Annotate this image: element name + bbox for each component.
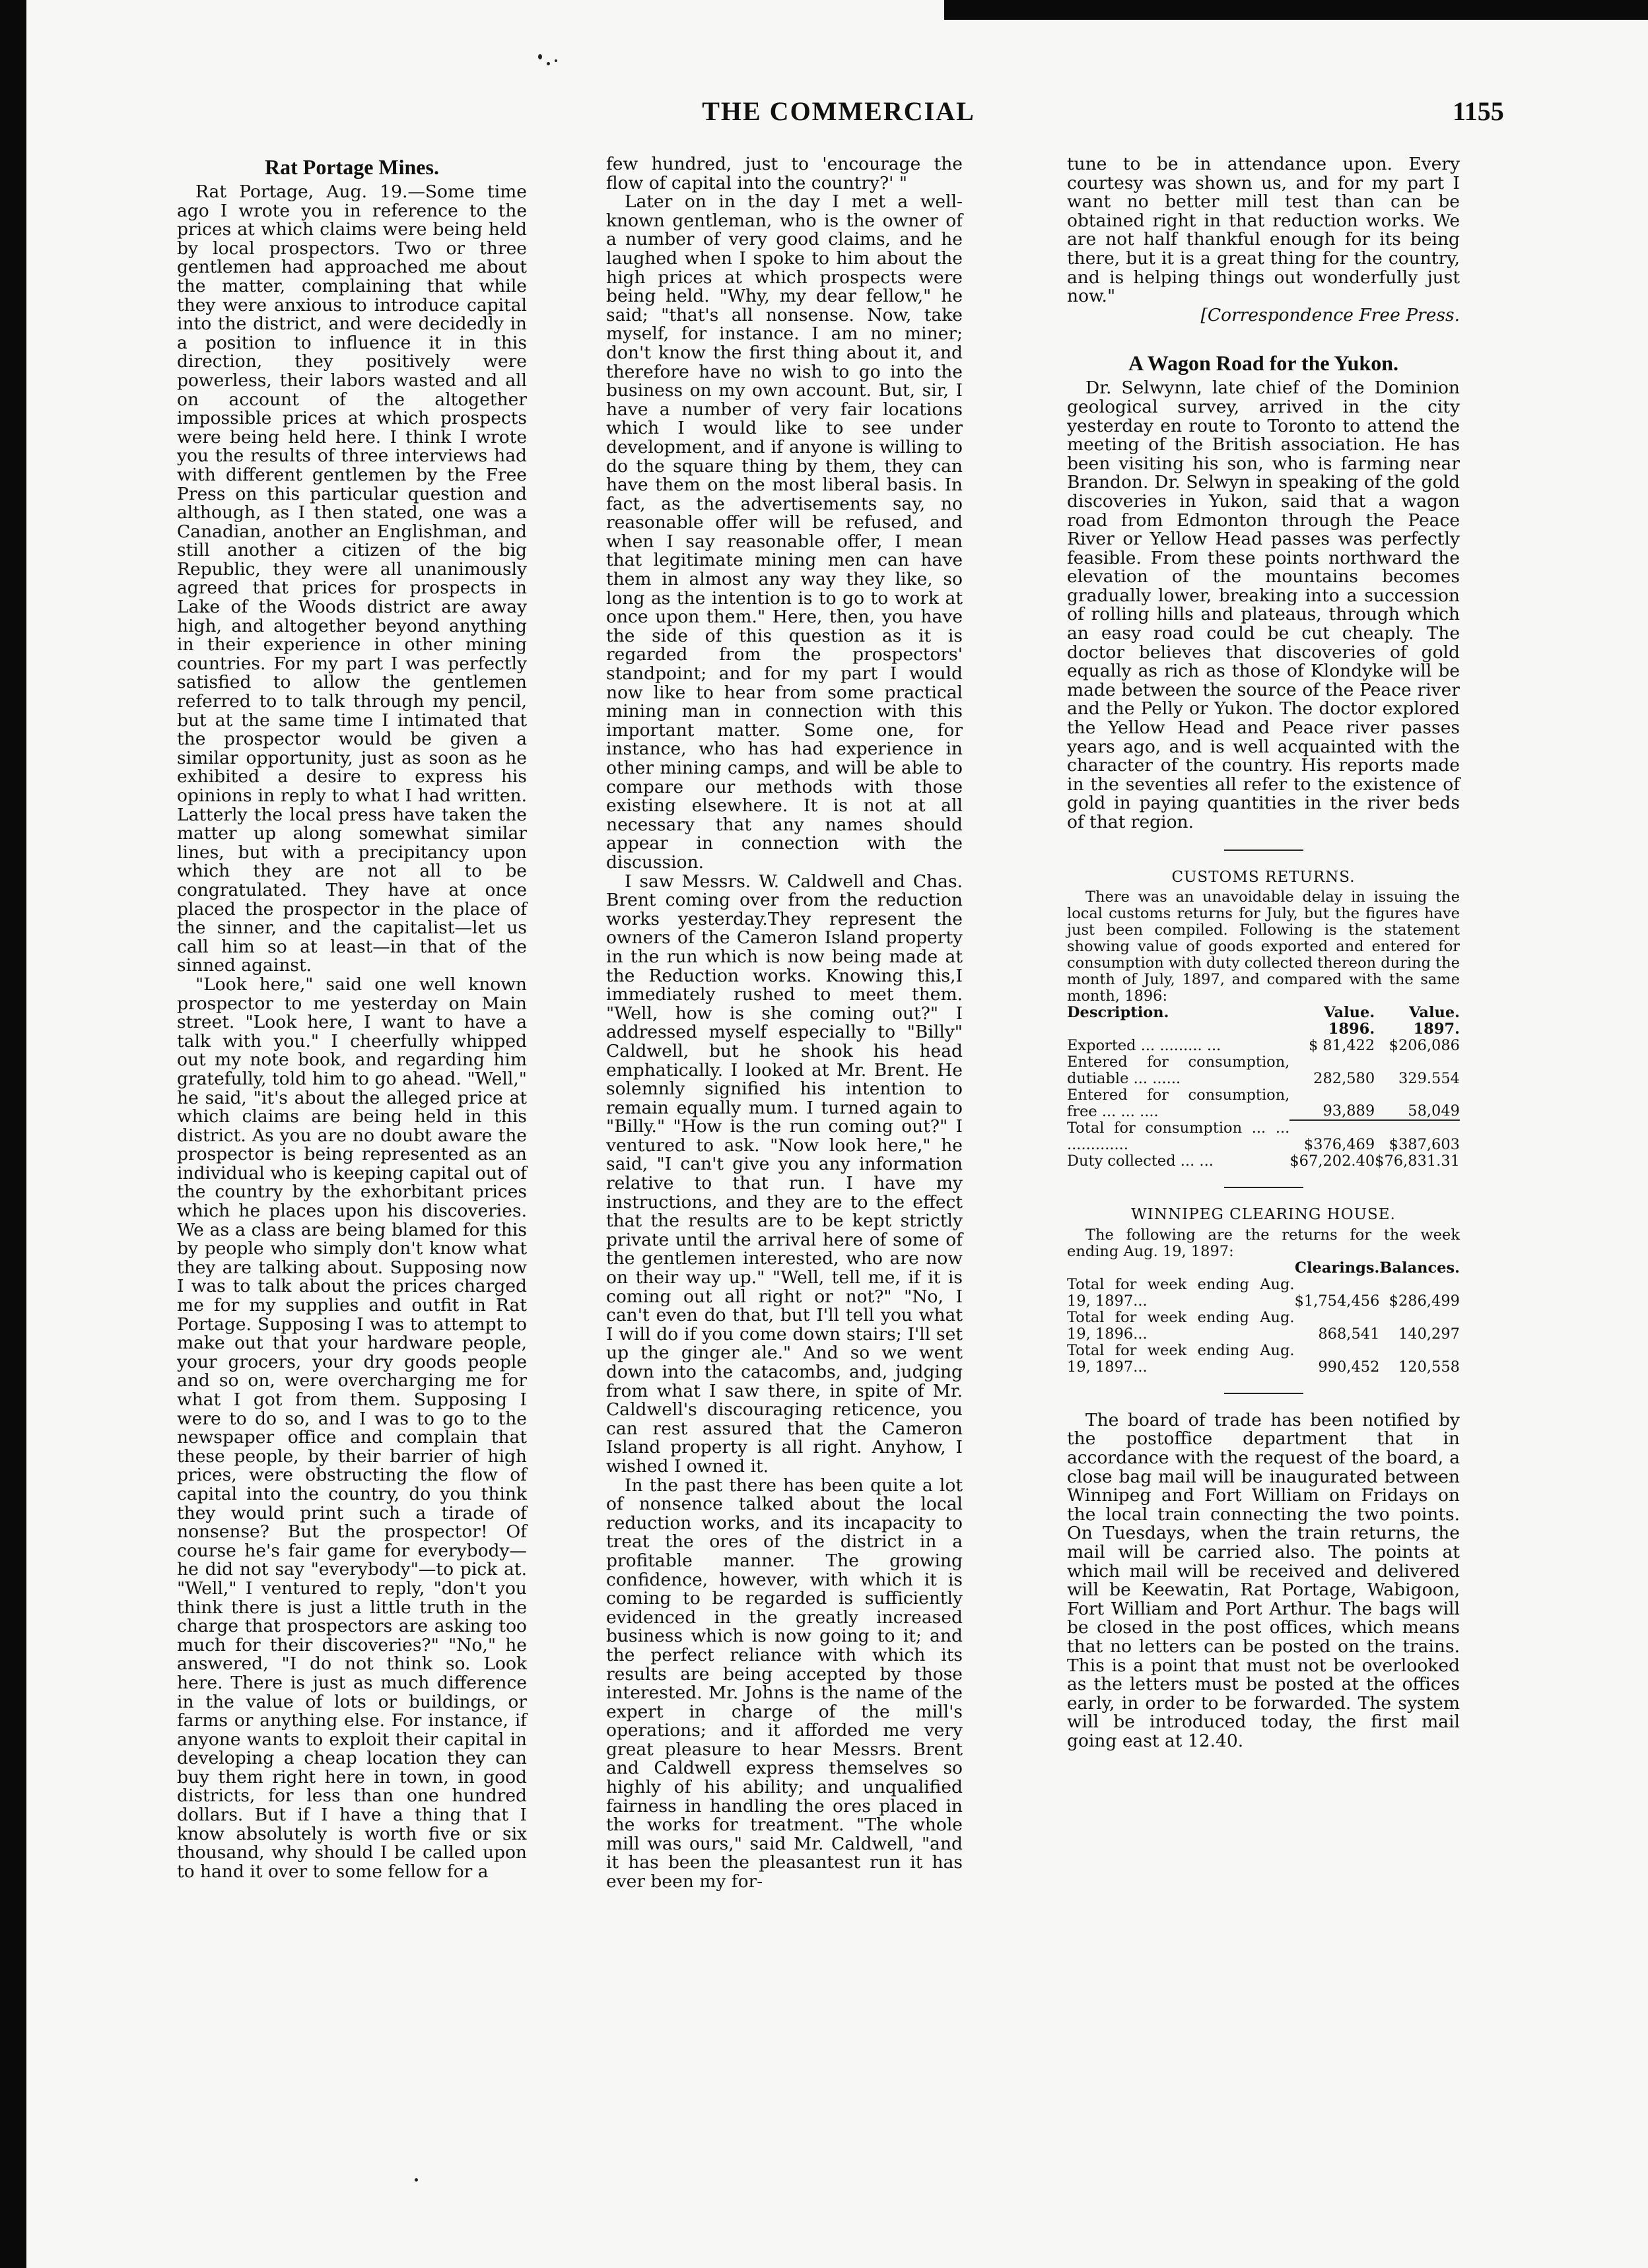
page-number: 1155 xyxy=(1453,96,1504,126)
table-row: Total for week ending Aug. 19, 1897... $1,754,456 $286,499 xyxy=(1067,1275,1460,1310)
table-row: Exported ... ......... ... $ 81,422 $206,086 xyxy=(1067,1037,1460,1055)
article-heading-yukon: A Wagon Road for the Yukon. xyxy=(1128,351,1398,376)
customs-returns-heading: CUSTOMS RETURNS. xyxy=(1171,868,1356,886)
top-black-bar xyxy=(944,0,1648,20)
paragraph: Later on in the day I met a well-known gentleman, who is the owner of a number of very good claims, and he laughed when I spoke to him about the high prices at which prospects were being held. "Why, my dear fellow," he said; "that's all nonsense. Now, take myself, for instance. I am no miner; don't know the first thing about it, and therefore have no wish to go into the business on my own account. But, sir, I have a number of very fair locations which I would like to see under development, and if anyone is willing to do the square thing by them, they can have them on the most liberal basis. In fact, as the advertisements say, no reasonable offer will be refused, and when I say reasonable offer, I mean that legitimate mining men can have them in almost any way they like, so long as the intention is to go to work at once upon them." Here, then, you have the side of this question as it is regarded from the prospectors' standpoint; and for my part I would now like to hear from some practical mining man in connection with this important matter. Some one, for instance, who has had experience in other mining camps, and will be able to compare our methods with those existing elsewhere. It is not at all necessary that any names should appear in connection with the discussion. xyxy=(606,191,963,873)
table-row: Entered for consumption, dutiable ... ...... 282,580 329.554 xyxy=(1067,1053,1460,1088)
customs-intro: There was an unavoidable delay in issuing the local customs returns for July, but the figures have just been compiled. Following is the statement showing value of goods exported and entered for consumption with duty collected thereon during the month of July, 1897, and compared with the same month, 1896: xyxy=(1067,888,1460,1005)
table-row: Entered for consumption, free ... ... .... 93,889 58,049 xyxy=(1067,1086,1460,1121)
clearing-table xyxy=(1067,1260,1460,1376)
column-3 xyxy=(1067,155,1460,1751)
left-black-bar xyxy=(0,0,26,2268)
clearing-intro: The following are the returns for the week ending Aug. 19, 1897: xyxy=(1067,1226,1460,1260)
correspondence-credit: [Correspondence Free Press. xyxy=(1200,304,1460,325)
clearing-house-heading: WINNIPEG CLEARING HOUSE. xyxy=(1131,1206,1396,1224)
column-1 xyxy=(177,155,527,1881)
customs-col-description: Description. xyxy=(1067,1004,1169,1022)
ink-speck xyxy=(415,2178,418,2182)
table-row: Total for week ending Aug. 19, 1897... 990,452 120,558 xyxy=(1067,1341,1460,1376)
section-divider xyxy=(1224,1393,1303,1394)
customs-year-1897: 1897. xyxy=(1413,1020,1460,1038)
ink-speck xyxy=(538,54,542,59)
table-row: Total for week ending Aug. 19, 1896... 868,541 140,297 xyxy=(1067,1308,1460,1343)
table-row: Total for consumption ... ... ............. $376,469 $387,603 xyxy=(1067,1119,1460,1154)
paragraph: The board of trade has been notified by the postoffice department that in accordance with the request of the board, a close bag mail will be inaugurated between Winnipeg and Fort William on Fridays on the local train connecting the two points. On Tuesdays, when the train returns, the mail will be carried also. The points at which mail will be received and delivered will be Keewatin, Rat Portage, Wabigoon, Fort William and Port Arthur. The bags will be closed in the post offices, which means that no letters can be posted on the trains. This is a point that must not be overlooked as the letters must be posted at the offices early, in order to be forwarded. The system will be introduced today, the first mail going east at 12.40. xyxy=(1067,1409,1460,1751)
column-2 xyxy=(606,155,963,1892)
clearing-col-balances: Balances. xyxy=(1379,1259,1460,1277)
ink-speck xyxy=(555,59,557,62)
paragraph: Rat Portage, Aug. 19.—Some time ago I wrote you in reference to the prices at which claims were being held by local prospectors. Two or three gentlemen had approached me about the matter, complaining that while they were anxious to introduce capital into the district, and were decidedly in a position to influence it in this direction, they positively were powerless, their labors wasted and all on account of the altogether impossible prices at which prospects were being held here. I think I wrote you the results of three interviews had with different gentlemen by the Free Press on this particular question and although, as I then stated, one was a Canadian, another an Englishman, and still another a citizen of the big Republic, they were all unanimously agreed that prices for prospects in Lake of the Woods district are away high, and altogether beyond anything in their experience in other mining countries. For my part I was perfectly satisfied to allow the gentlemen referred to to talk through my pencil, but at the same time I intimated that the prospector would be given a similar opportunity, just as soon as he exhibited a desire to express his opinions in reply to what I had written. Latterly the local press have taken the matter up along somewhat similar lines, but with a precipitancy upon which they are not all to be congratulated. They have at once placed the prospector in the place of the sinner, and the capitalist—let us call him so at least—in that of the sinned against. xyxy=(177,182,527,976)
section-divider xyxy=(1224,850,1303,851)
paragraph: In the past there has been quite a lot of nonsence talked about the local reduction works, and its incapacity to treat the ores of the district in a profitable manner. The growing confidence, however, with which it is coming to be regarded is sufficiently evidenced in the greatly increased business which is now going to it; and the perfect reliance with which its results are being accepted by those interested. Mr. Johns is the name of the expert in charge of the mill's operations; and it afforded me very great pleasure to hear Messrs. Brent and Caldwell express themselves so highly of his ability; and unqualified fairness in handling the ores placed in the works for treatment. "The whole mill was ours," said Mr. Caldwell, "and it has been the pleasantest run it has ever been my for- xyxy=(606,1475,963,1892)
clearing-col-clearings: Clearings. xyxy=(1295,1259,1380,1277)
section-divider xyxy=(1224,1187,1303,1188)
ink-speck xyxy=(547,62,550,65)
customs-table xyxy=(1067,1005,1460,1170)
customs-col-value-1897: Value. xyxy=(1408,1004,1460,1022)
table-row: Duty collected ... ... $67,202.40 $76,831.31 xyxy=(1067,1152,1460,1170)
paragraph: Dr. Selwynn, late chief of the Dominion geological survey, arrived in the city yesterday en route to Toronto to attend the meeting of the British association. He has been visiting his son, who is farming near Brandon. Dr. Selwyn in speaking of the gold discoveries in Yukon, said that a wagon road from Edmonton through the Peace River or Yellow Head passes was perfectly feasible. From these points northward the elevation of the mountains becomes gradually lower, breaking into a succession of rolling hills and plateaus, through which an easy road could be cut cheaply. The doctor believes that discoveries of gold equally as rich as those of Klondyke will be made between the source of the Peace river and the Pelly or Yukon. The doctor explored the Yellow Head and Peace river passes years ago, and is well acquainted with the character of the country. His reports made in the seventies all refer to the existence of gold in paying quantities in the river beds of that region. xyxy=(1067,378,1460,832)
paragraph: few hundred, just to 'encourage the flow of capital into the country?' " xyxy=(606,154,963,193)
paragraph: "Look here," said one well known prospector to me yesterday on Main street. "Look here, I want to have a talk with you." I cheerfully whipped out my note book, and regarding him gratefully, told him to go ahead. "Well," he said, "it's about the alleged price at which claims are being held in this district. As you are no doubt aware the prospector is being represented as an individual who is keeping capital out of the country by the exhorbitant prices which he places upon his discoveries. We as a class are being blamed for this by people who simply don't know what they are talking about. Supposing now I was to talk about the prices charged me for my supplies and outfit in Rat Portage. Supposing I was to attempt to make out that your hardware people, your grocers, your dry goods people and so on, were overcharging me for what I got from them. Supposing I were to do so, and I was to go to the newspaper office and complain that these people, by their barrier of high prices, were obstructing the flow of capital into the country, do you think they would print such a tirade of nonsense? But the prospector! Of course he's fair game for everybody—he did not say "everybody"—to pick at. "Well," I ventured to reply, "don't you think there is just a little truth in the charge that prospectors are asking too much for their discoveries?" "No," he answered, "I do not think so. Look here. There is just as much difference in the value of lots or buildings, or farms or anything else. For instance, if anyone wants to exploit their capital in developing a cheap location they can buy them right here in town, in good districts, for less than one hundred dollars. But if I have a thing that I know absolutely is worth five or six thousand, why should I be called upon to hand it over to some fellow for a xyxy=(177,974,527,1882)
customs-year-1896: 1896. xyxy=(1328,1020,1375,1038)
customs-col-value-1896: Value. xyxy=(1324,1004,1375,1022)
running-header xyxy=(0,96,1648,135)
paragraph: I saw Messrs. W. Caldwell and Chas. Brent coming over from the reduction works yesterday.They represent the owners of the Cameron Island property in the run which is now being made at the Reduction works. Knowing this,I immediately rushed to meet them. "Well, how is she coming out?" I addressed myself especially to "Billy" Caldwell, but he shook his head emphatically. I looked at Mr. Brent. He solemnly signified his intention to remain equally mum. I turned again to "Billy." "How is the run coming out?" I ventured to ask. "Now look here," he said, "I can't give you any information relative to that run. I have my instructions, and they are to the effect that the results are to be kept strictly private until the arrival here of some of the gentlemen interested, who are now on their way up." "Well, tell me, if it is coming out all right or not?" "No, I can't even do that, but I'll tell you what I will do if you come down stairs; I'll set up the ginger ale." And so we went down into the catacombs, and, judging from what I saw there, in spite of Mr. Caldwell's discouraging reticence, you can rest assured that the Cameron Island property is all right. Anyhow, I wished I owned it. xyxy=(606,871,963,1477)
publication-title: THE COMMERCIAL xyxy=(702,96,975,126)
paragraph: tune to be in attendance upon. Every courtesy was shown us, and for my part I want no better mill test than can be obtained right in that reduction works. We are not half thankful enough for its being there, but it is a great thing for the country, and is helping things out wonderfully just now." xyxy=(1067,154,1460,307)
article-heading-rat-portage: Rat Portage Mines. xyxy=(265,155,439,179)
